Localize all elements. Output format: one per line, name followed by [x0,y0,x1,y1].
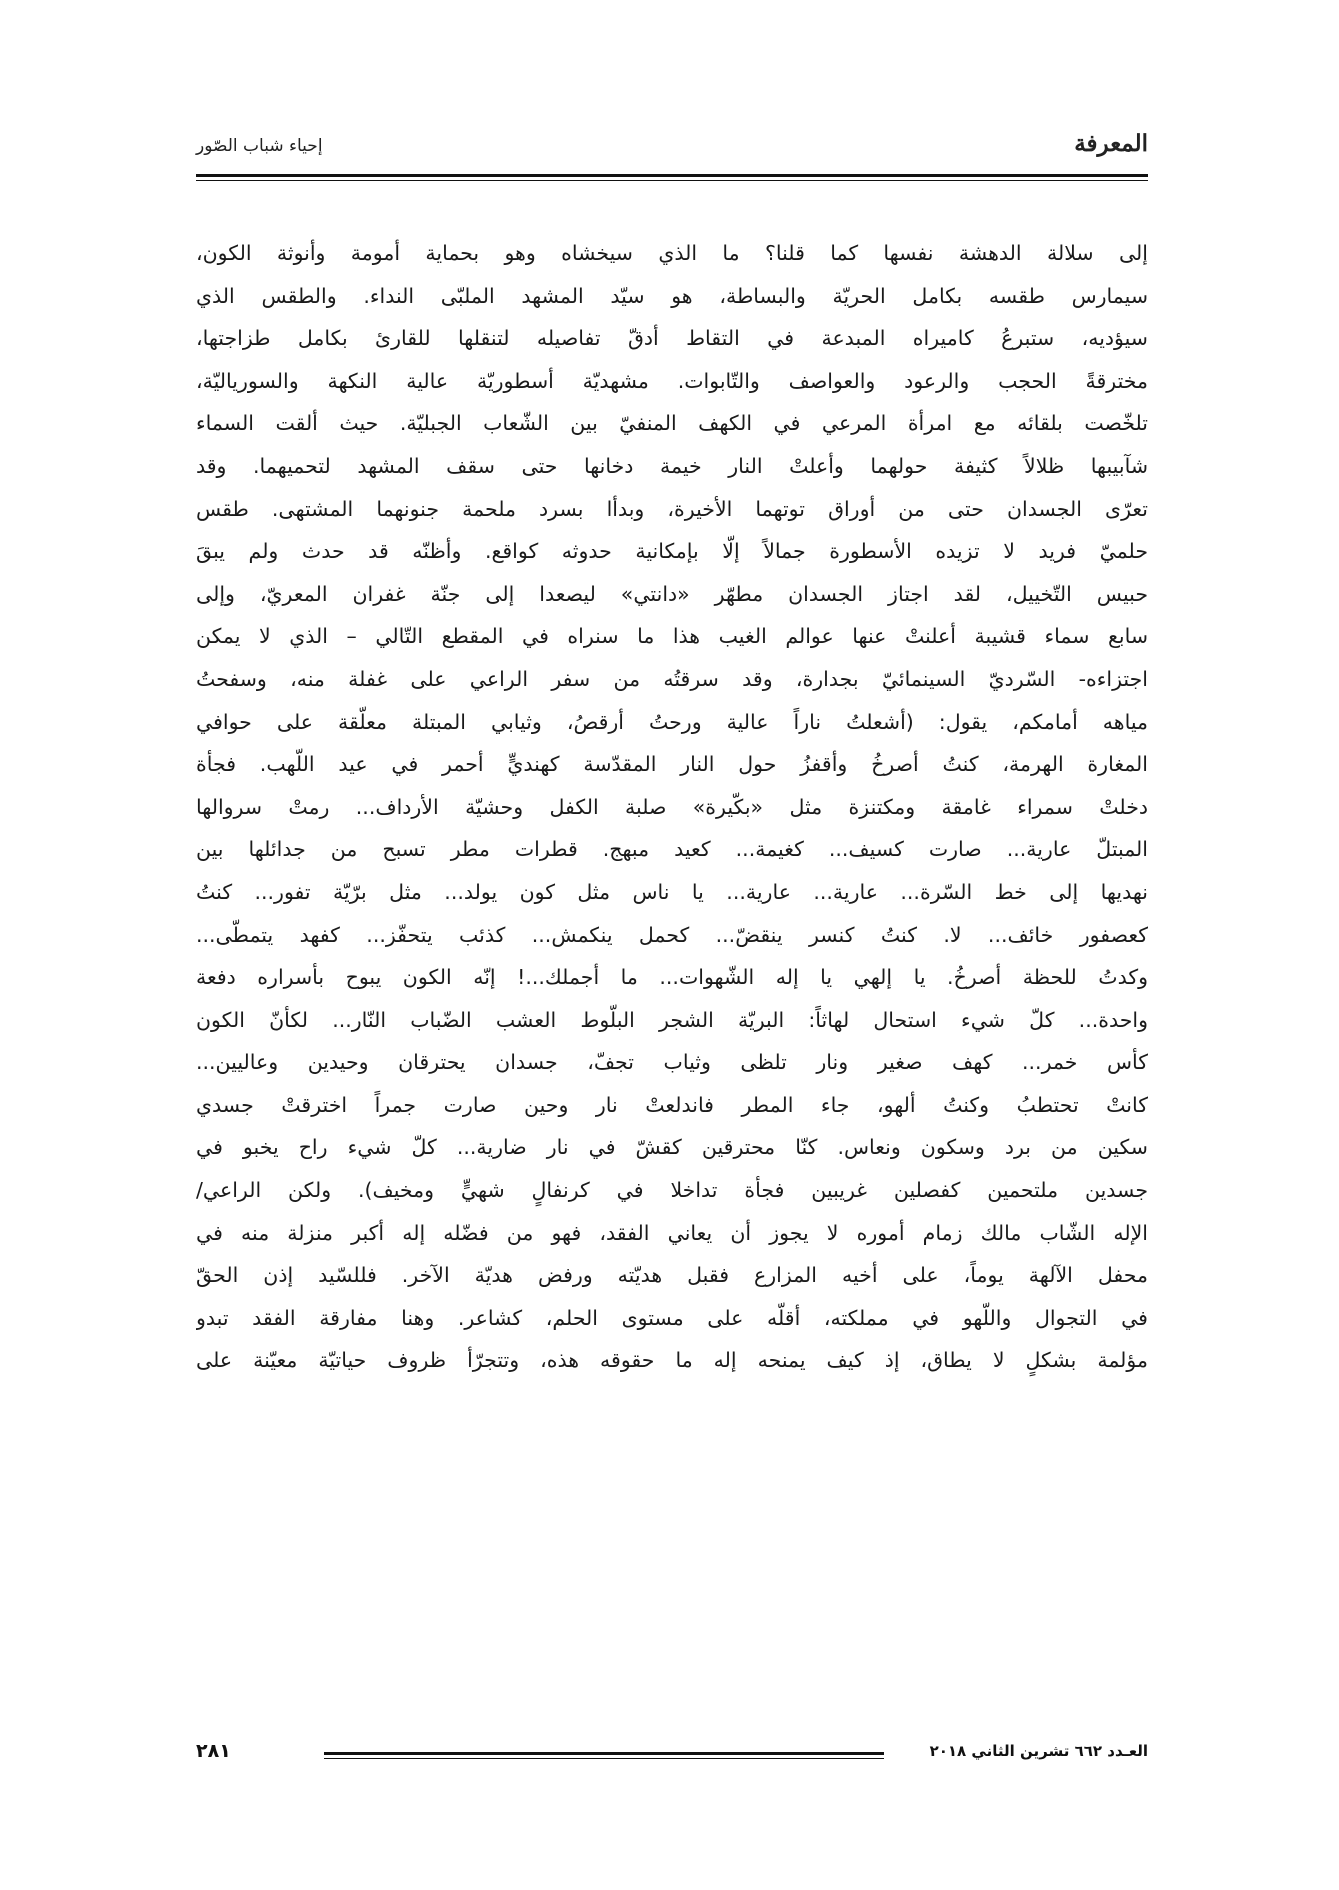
body-line: دخلتْ سمراء غامقة ومكتنزة مثل «بكّيرة» صلبة الكفل وحشيّة الأرداف... رمتْ سروالها [196,794,1148,819]
body-line: واحدة... كلّ شيء استحال لهاثاً: البريّة الشجر البلّوط العشب الضّباب النّار... لكأنّ الكون [196,1007,1148,1032]
page-number: ٢٨١ [196,1740,231,1762]
body-line: حلميّ فريد لا تزيده الأسطورة جمالاً إلّا بإمكانية حدوثه كواقع. وأظنّه قد حدث ولم يبقَ [196,539,1148,564]
body-line: محفل الآلهة يوماً، على أخيه المزارع فقبل هديّته ورفض هديّة الآخر. فللسّيد إذن الحقّ [196,1263,1148,1288]
body-line: سيمارس طقسه بكامل الحريّة والبساطة، هو سيّد المشهد الملبّى النداء. والطقس الذي [196,283,1148,308]
body-line: مياهه أمامكم، يقول: (أشعلتُ ناراً عالية ورحتُ أرقصُ، وثيابي المبتلة معلّقة على حوافي [196,709,1148,734]
header-divider-thin [196,180,1148,181]
magazine-logo: المعرفة [1074,130,1148,157]
body-line: جسدين ملتحمين كفصلين غريبين فجأة تداخلا في كرنفالٍ شهيٍّ ومخيف). ولكن الراعي/ [196,1178,1148,1203]
header-divider [196,174,1148,177]
body-line: سكين من برد وسكون ونعاس. كنّا محترقين كقشّ في نار ضارية... كلّ شيء راح يخبو في [196,1135,1148,1160]
body-line: مخترقةً الحجب والرعود والعواصف والتّابوات. مشهديّة أسطوريّة عالية النكهة والسورياليّة، [196,368,1148,393]
body-line: كأس خمر... كهف صغير ونار تلظى وثياب تجفّ، جسدان يحترقان وحيدين وعاليين... [196,1050,1148,1075]
issue-info: العـدد ٦٦٢ تشرين الثاني ٢٠١٨ [929,1742,1148,1760]
footer-divider-thin [324,1758,884,1759]
body-line: اجتزاءه- السّرديّ السينمائيّ بجدارة، وقد سرقتُه من سفر الراعي على غفلة منه، وسفحتُ [196,666,1148,691]
body-line: نهديها إلى خط السّرة... عارية... عارية... يا ناس مثل كون يولد... مثل برّيّة تفور... كنتُ [196,879,1148,904]
body-line: شآبيبها ظلالاً كثيفة حولهما وأعلتْ النار خيمة دخانها حتى سقف المشهد لتحميهما. وقد [196,453,1148,478]
footer-divider [324,1752,884,1755]
body-line: إلى سلالة الدهشة نفسها كما قلنا؟ ما الذي سيخشاه وهو بحماية أمومة وأنوثة الكون، [196,241,1148,265]
body-line: كانتْ تحتطبُ وكنتُ ألهو، جاء المطر فاندلعتْ نار وحين صارت جمراً اخترقتْ جسدي [196,1092,1148,1117]
body-line: سيؤديه، ستبرعُ كاميراه المبدعة في التقاط أدقّ تفاصيله لتنقلها للقارئ بكامل طزاجتها، [196,326,1148,351]
body-line: الإله الشّاب مالك زمام أموره لا يجوز أن يعاني الفقد، فهو من فضّله إله أكبر منزلة منه في [196,1220,1148,1245]
page-header [196,128,1148,168]
body-line: حبيس التّخييل، لقد اجتاز الجسدان مطهّر «دانتي» ليصعدا إلى جنّة غفران المعريّ، وإلى [196,581,1148,606]
body-line: في التجوال واللّهو في مملكته، أقلّه على مستوى الحلم، كشاعر. وهنا مفارقة الفقد تبدو [196,1305,1148,1330]
body-line: المبتلّ عارية... صارت كسيف... كغيمة... كعيد مبهج. قطرات مطر تسبح من جدائلها بين [196,837,1148,862]
page-footer [196,1742,1148,1772]
article-body [196,232,1148,1382]
body-line: المغارة الهرمة، كنتُ أصرخُ وأقفزُ حول النار المقدّسة كهنديٍّ أحمر في عيد اللّهب. فجأة [196,752,1148,777]
body-line: تعرّى الجسدان حتى من أوراق توتهما الأخيرة، وبدأا بسرد ملحمة جنونهما المشتهى. طقس [196,496,1148,521]
article-title: إحياء شباب الصّور [196,136,323,156]
body-line: مؤلمة بشكلٍ لا يطاق، إذ كيف يمنحه إله ما حقوقه هذه، وتتجرّأ ظروف حياتيّة معيّنة على [196,1348,1148,1373]
body-line: كعصفور خائف... لا. كنتُ كنسر ينقضّ... كحمل ينكمش... كذئب يتحفّز... كفهد يتمطّى... [196,922,1148,947]
body-line: وكدتُ للحظة أصرخُ. يا إلهي يا إله الشّهوات... ما أجملك...! إنّه الكون يبوح بأسراره دفعة [196,965,1148,990]
body-line: سابع سماء قشيبة أعلنتْ عنها عوالم الغيب هذا ما سنراه في المقطع التّالي – الذي لا يمكن [196,624,1148,649]
body-line: تلخّصت بلقائه مع امرأة المرعي في الكهف المنفيّ بين الشّعاب الجبليّة. حيث ألقت السماء [196,411,1148,436]
